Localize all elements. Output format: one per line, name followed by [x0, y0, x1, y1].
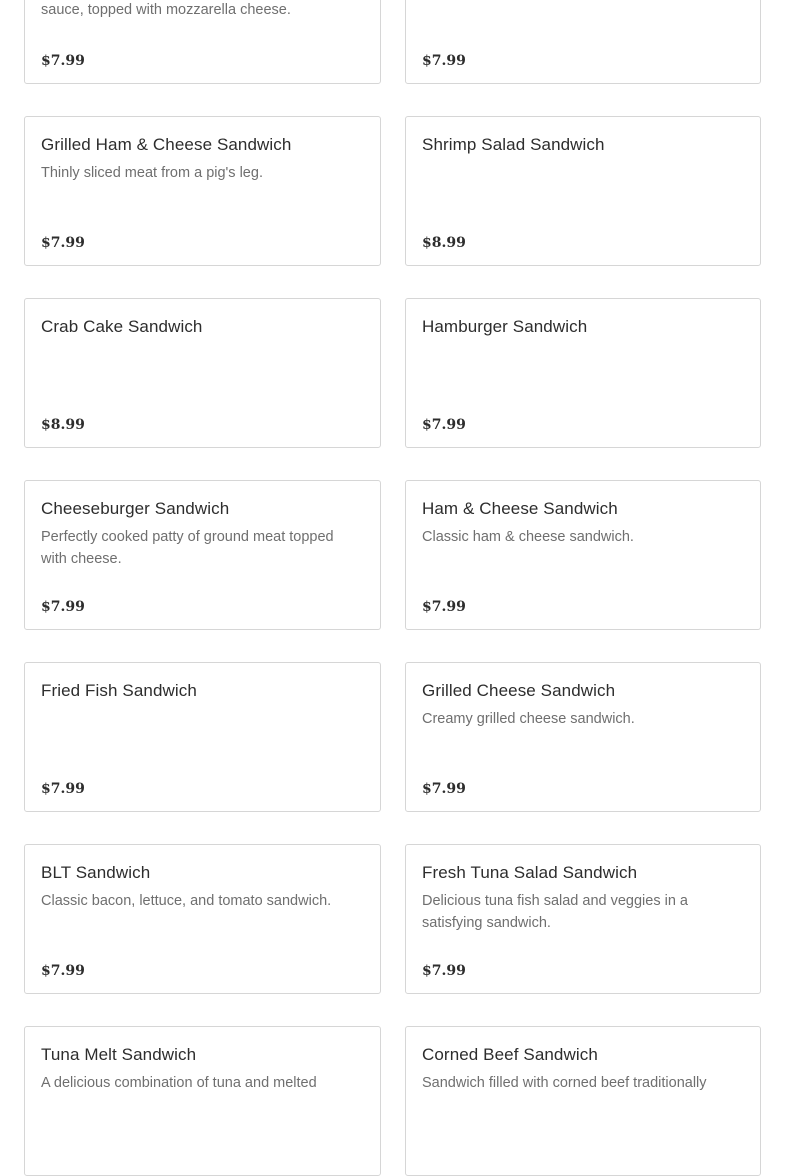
menu-item-card[interactable] [405, 298, 761, 448]
menu-item-price: $7.99 [422, 781, 466, 797]
menu-item-card[interactable] [24, 844, 381, 994]
menu-item-price: $7.99 [422, 53, 466, 69]
menu-item-price: $7.99 [41, 53, 85, 69]
menu-item-price: $7.99 [422, 963, 466, 979]
menu-item-description: Perfectly cooked patty of ground meat topped with cheese. [41, 529, 334, 567]
menu-item-name: BLT Sandwich [41, 863, 151, 882]
menu-item-name: Tuna Melt Sandwich [41, 1045, 197, 1064]
menu-item-card[interactable] [24, 662, 381, 812]
menu-item-description: Thinly sliced meat from a pig's leg. [41, 165, 263, 181]
menu-item-name: Hamburger Sandwich [422, 317, 588, 336]
menu-item-grid [24, 0, 761, 1176]
menu-item-price: $7.99 [41, 599, 85, 615]
menu-item-name: Shrimp Salad Sandwich [422, 135, 605, 154]
menu-item-description: Classic bacon, lettuce, and tomato sandwich. [41, 893, 332, 909]
menu-item-card[interactable] [405, 844, 761, 994]
menu-item-price: $8.99 [422, 235, 466, 251]
menu-item-name: Fried Fish Sandwich [41, 681, 197, 700]
menu-item-description: Sandwich filled with corned beef traditionally [422, 1075, 707, 1091]
menu-item-card[interactable] [405, 1026, 761, 1176]
menu-item-price: $7.99 [41, 963, 85, 979]
menu-item-description: Delicious tuna fish salad and veggies in a satisfying sandwich. [422, 893, 688, 931]
menu-item-price: $7.99 [41, 781, 85, 797]
menu-item-card[interactable] [405, 662, 761, 812]
menu-item-price: $7.99 [41, 235, 85, 251]
menu-item-card[interactable] [24, 116, 381, 266]
menu-item-name: Crab Cake Sandwich [41, 317, 203, 336]
menu-item-description: A delicious combination of tuna and melted [41, 1075, 317, 1091]
menu-item-card[interactable] [24, 298, 381, 448]
menu-item-name: Grilled Ham & Cheese Sandwich [41, 135, 292, 154]
menu-item-name: Corned Beef Sandwich [422, 1045, 598, 1064]
menu-item-price: $8.99 [41, 417, 85, 433]
menu-item-price: $7.99 [422, 599, 466, 615]
menu-item-card[interactable] [405, 480, 761, 630]
menu-item-card[interactable] [24, 480, 381, 630]
menu-item-name: Ham & Cheese Sandwich [422, 499, 618, 518]
menu-item-description: Classic ham & cheese sandwich. [422, 529, 634, 545]
menu-item-name: Cheeseburger Sandwich [41, 499, 230, 518]
menu-item-description: Creamy grilled cheese sandwich. [422, 711, 635, 727]
menu-item-card[interactable] [405, 0, 761, 84]
menu-item-card[interactable] [24, 0, 381, 84]
menu-item-card[interactable] [405, 116, 761, 266]
menu-item-name: Grilled Cheese Sandwich [422, 681, 616, 700]
menu-item-price: $7.99 [422, 417, 466, 433]
menu-item-description: sauce, topped with mozzarella cheese. [41, 2, 291, 18]
menu-item-card[interactable] [24, 1026, 381, 1176]
menu-item-name: Fresh Tuna Salad Sandwich [422, 863, 638, 882]
